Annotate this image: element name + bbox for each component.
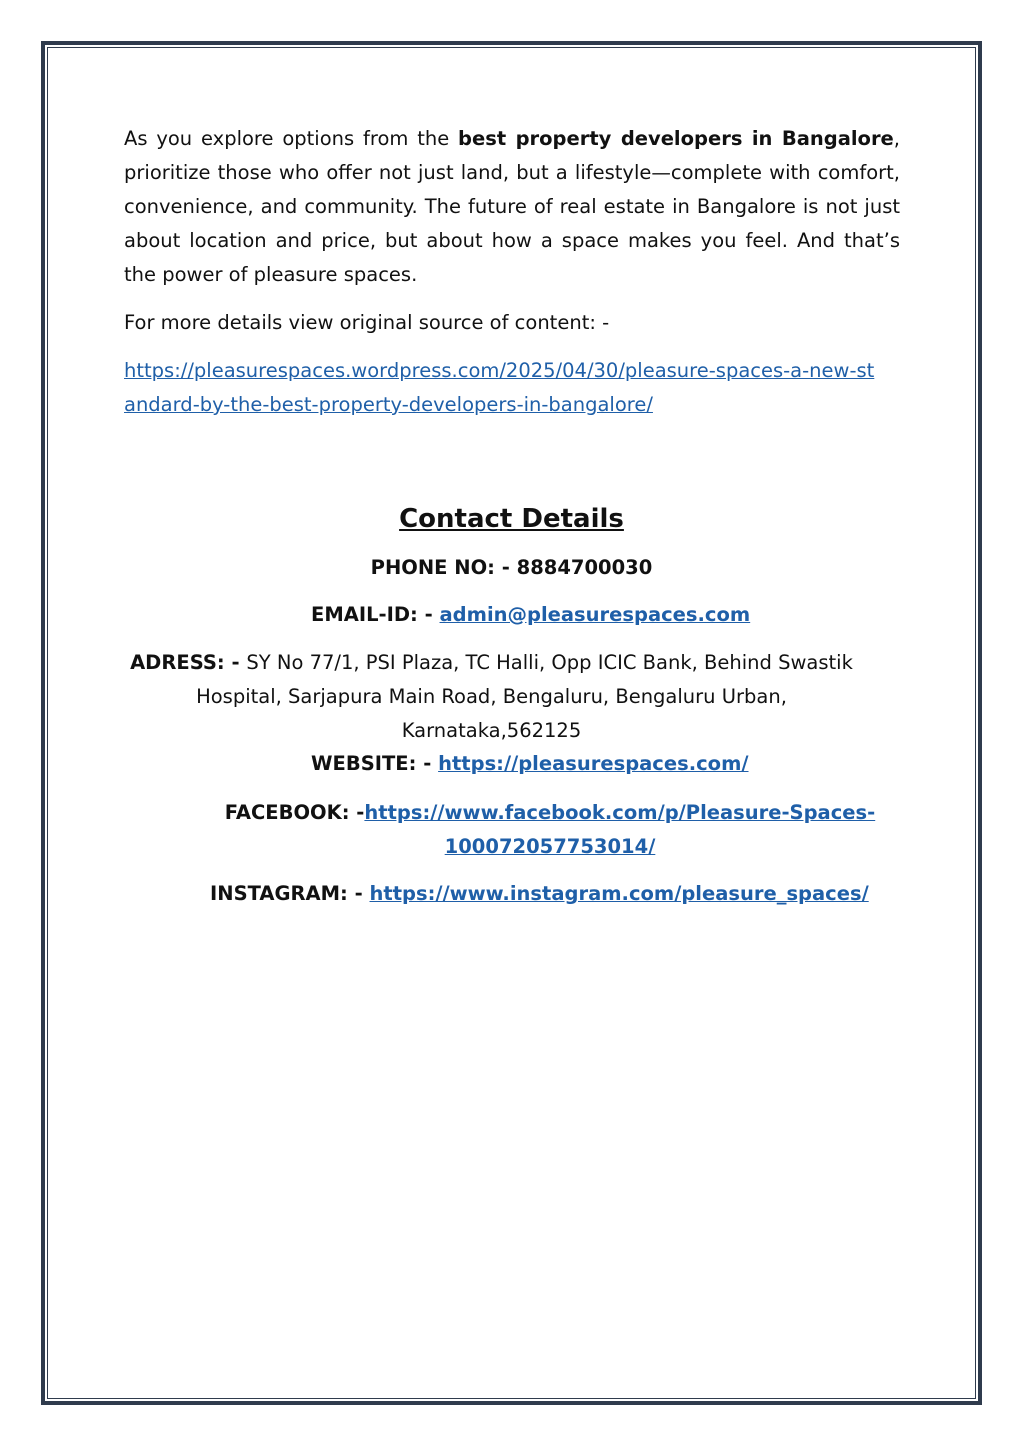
facebook-link[interactable]: https://www.facebook.com/p/Pleasure-Spaces-100072057753014/ (364, 801, 876, 858)
instagram-label: INSTAGRAM: - (210, 882, 370, 905)
address-block (124, 646, 859, 748)
email-label: EMAIL-ID: - (311, 603, 440, 626)
document-body (124, 122, 900, 422)
facebook-label: FACEBOOK: - (224, 801, 365, 824)
email-link[interactable]: admin@pleasurespaces.com (439, 603, 751, 626)
facebook-line (210, 796, 890, 864)
website-line (311, 747, 749, 781)
address-label: ADRESS: - (130, 651, 247, 674)
source-note: For more details view original source of content: - (124, 311, 610, 334)
contact-title: Contact Details (399, 504, 624, 534)
phone-line (0, 551, 1023, 585)
phone-label: PHONE NO: - 8884700030 (370, 556, 653, 579)
website-link[interactable]: https://pleasurespaces.com/ (438, 752, 749, 775)
instagram-line (210, 877, 869, 911)
source-link[interactable]: https://pleasurespaces.wordpress.com/2025/04/30/pleasure-spaces-a-new-standard-by-the-best-property-developers-in-bangalore/ (124, 359, 875, 416)
email-line (311, 598, 750, 632)
intro-paragraph (124, 122, 900, 292)
website-label: WEBSITE: - (311, 752, 439, 775)
address-value: SY No 77/1, PSI Plaza, TC Halli, Opp ICIC Bank, Behind Swastik Hospital, Sarjapura Main Road, Bengaluru, Bengaluru Urban, Karnataka,562125 (196, 651, 853, 742)
intro-text-before: As you explore options from the (124, 127, 459, 150)
intro-text-after: , prioritize those who offer not just land, but a lifestyle—complete with comfort, convenience, and community. The future of real estate in Bangalore is not just about location and price, but about how a space makes you feel. And that’s the power of pleasure spaces. (124, 127, 900, 286)
intro-bold-phrase: best property developers in Bangalore (458, 127, 894, 150)
instagram-link[interactable]: https://www.instagram.com/pleasure_spaces/ (369, 882, 869, 905)
